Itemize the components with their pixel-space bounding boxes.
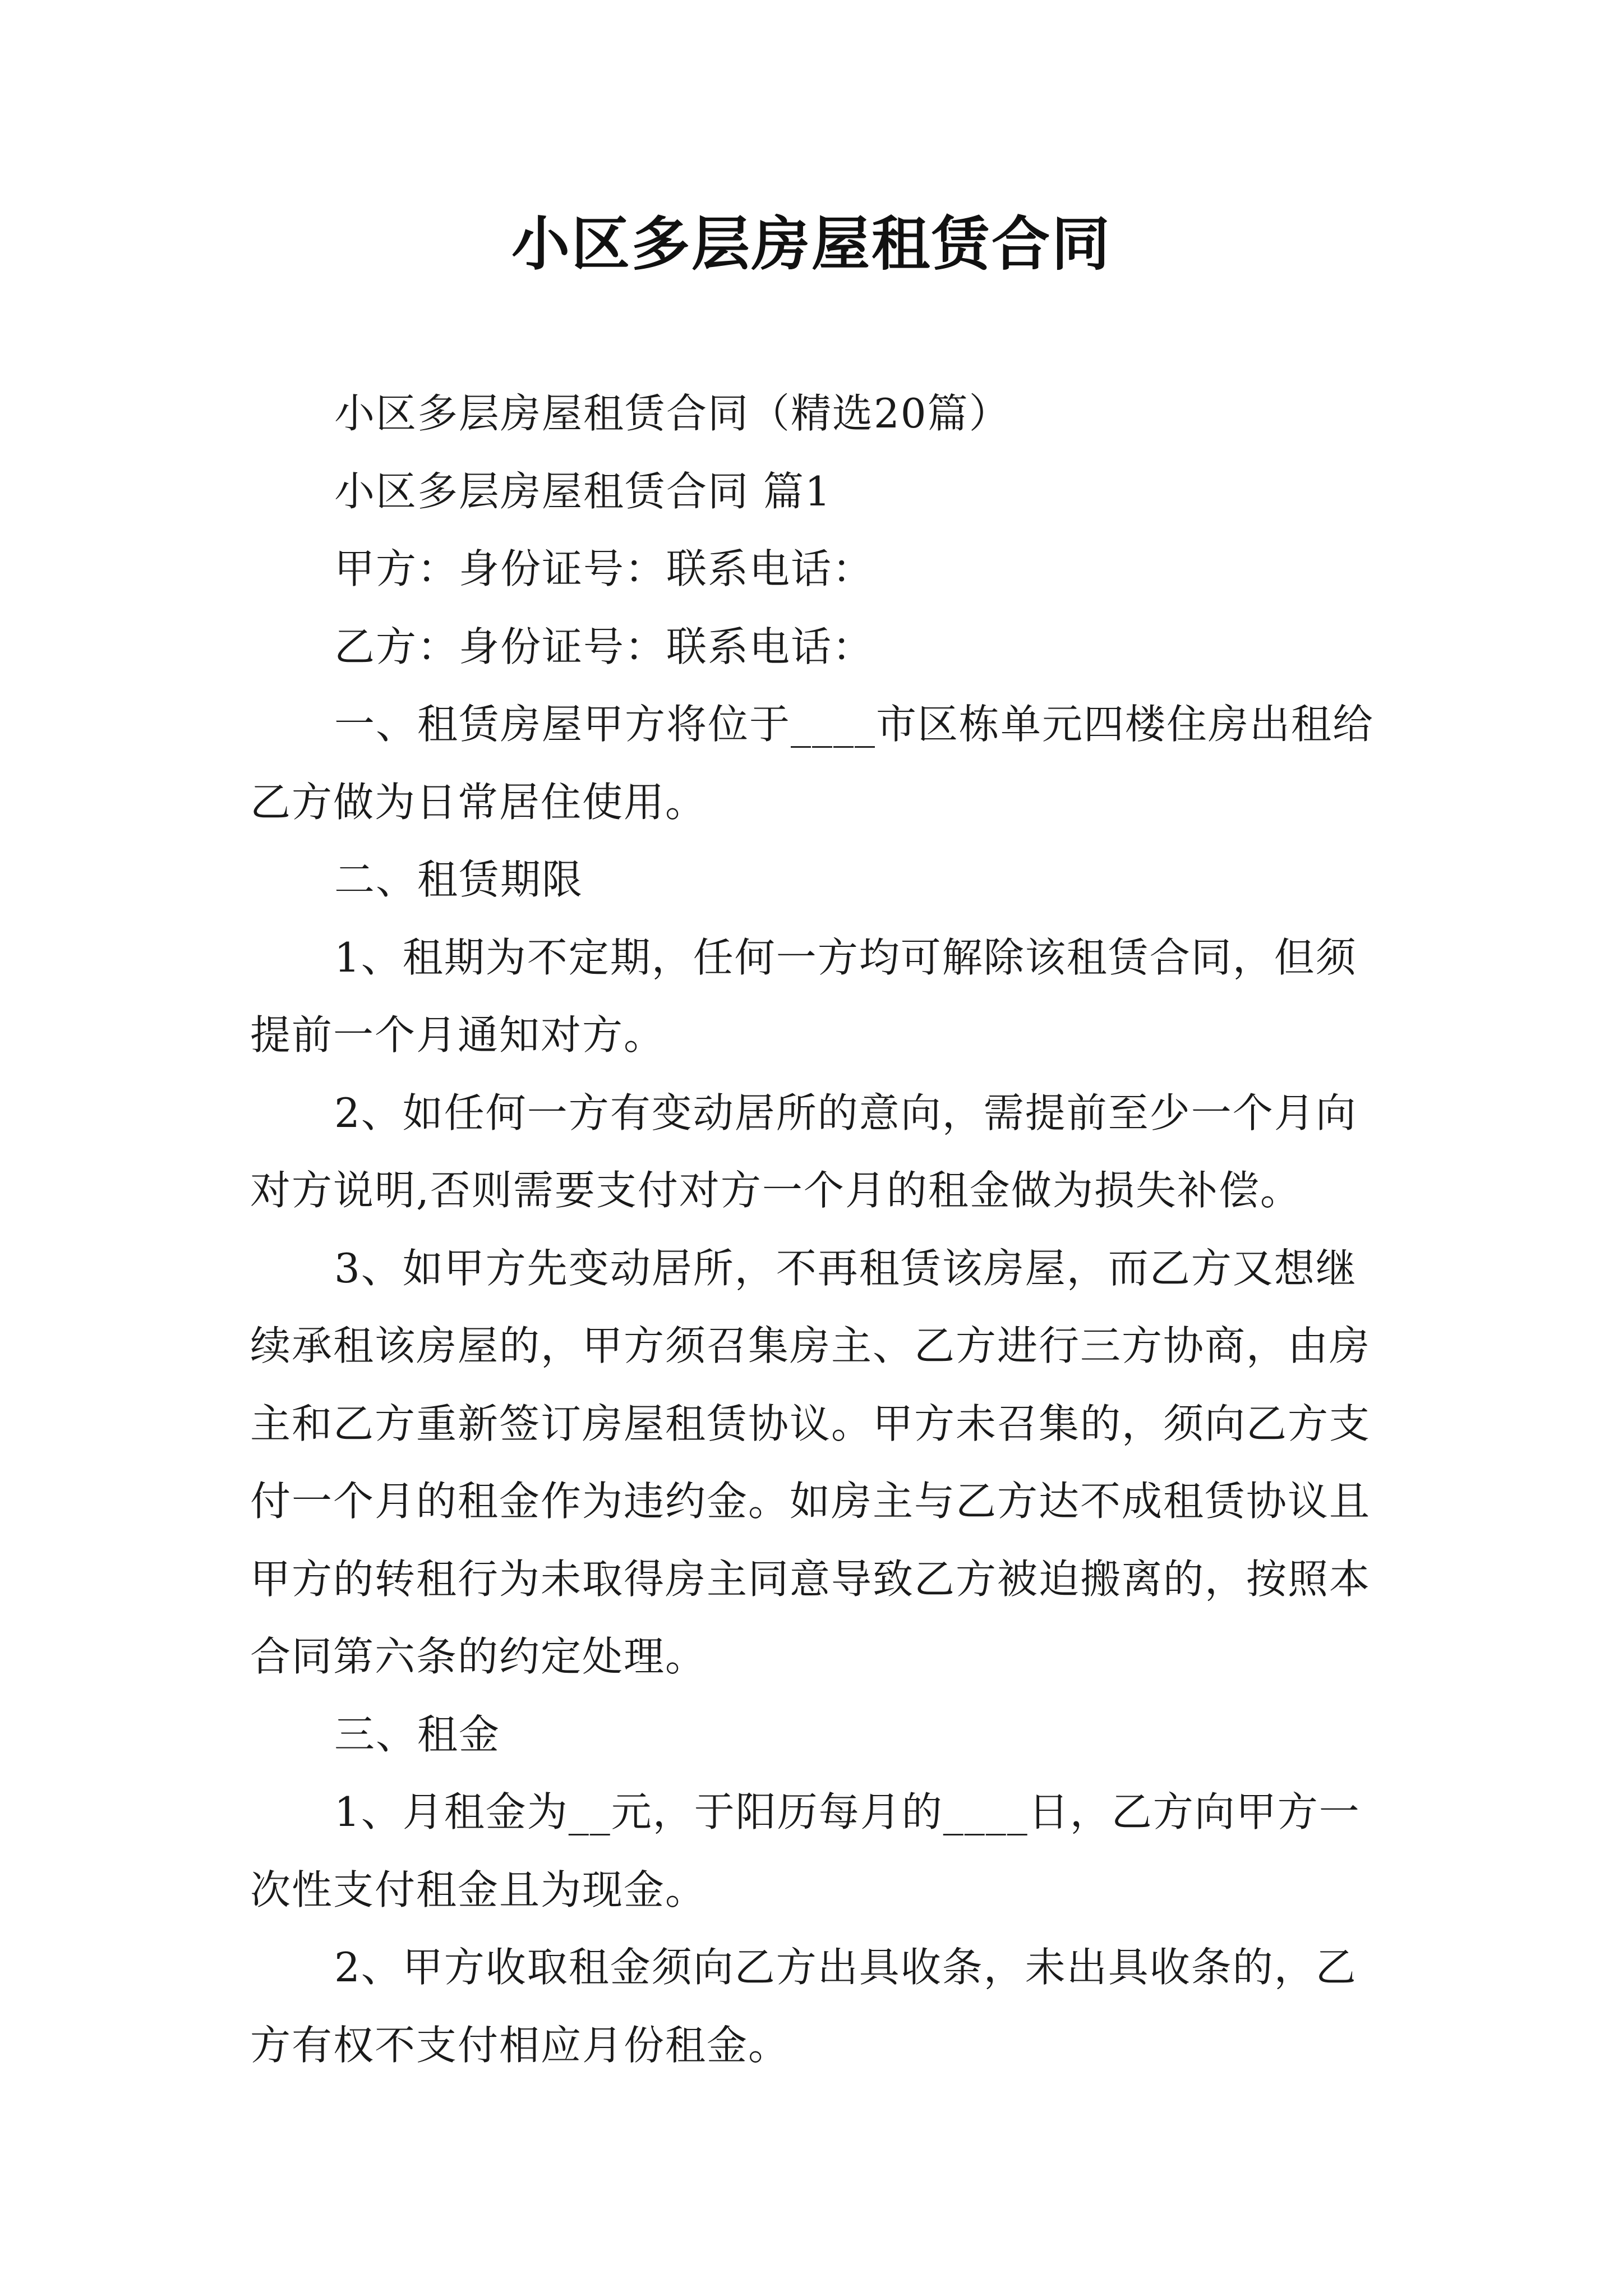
paragraph-clause-3-heading: 三、租金 <box>334 1710 501 1758</box>
document-title: 小区多层房屋租赁合同 <box>511 209 1112 278</box>
document-body <box>250 375 1394 2084</box>
paragraph-clause-2-1: 1、租期为不定期，任何一方均可解除该租赁合同，但须提前一个月通知对方。 <box>250 933 1357 1059</box>
paragraph-party-a: 甲方：身份证号：联系电话： <box>334 545 874 592</box>
paragraph-clause-2-2: 2、如任何一方有变动居所的意向，需提前至少一个月向对方说明,否则需要支付对方一个月的租金做为损失补偿。 <box>250 1089 1357 1214</box>
paragraph-party-b: 乙方：身份证号：联系电话： <box>334 623 874 670</box>
paragraph-clause-2-3: 3、如甲方先变动居所，不再租赁该房屋，而乙方又想继续承租该房屋的，甲方须召集房主、乙方进行三方协商，由房主和乙方重新签订房屋租赁协议。甲方未召集的，须向乙方支付一个月的租金作为违约金。如房主与乙方达不成租赁协议且甲方的转租行为未取得房主同意导致乙方被迫搬离的，按照本合同第六条的约定处理。 <box>250 1244 1371 1680</box>
paragraph-clause-3-2: 2、甲方收取租金须向乙方出具收条，未出具收条的，乙方有权不支付相应月份租金。 <box>250 1944 1357 2069</box>
paragraph-clause-3-1: 1、月租金为__元，于阳历每月的____日，乙方向甲方一次性支付租金且为现金。 <box>250 1788 1361 1913</box>
paragraph-section-heading: 小区多层房屋租赁合同 篇1 <box>334 467 832 515</box>
paragraph-clause-2-heading: 二、租赁期限 <box>334 856 584 903</box>
paragraph-clause-1: 一、租赁房屋甲方将位于____市区栋单元四楼住房出租给乙方做为日常居住使用。 <box>250 701 1375 826</box>
paragraph-subtitle: 小区多层房屋租赁合同（精选20篇） <box>334 390 1011 437</box>
